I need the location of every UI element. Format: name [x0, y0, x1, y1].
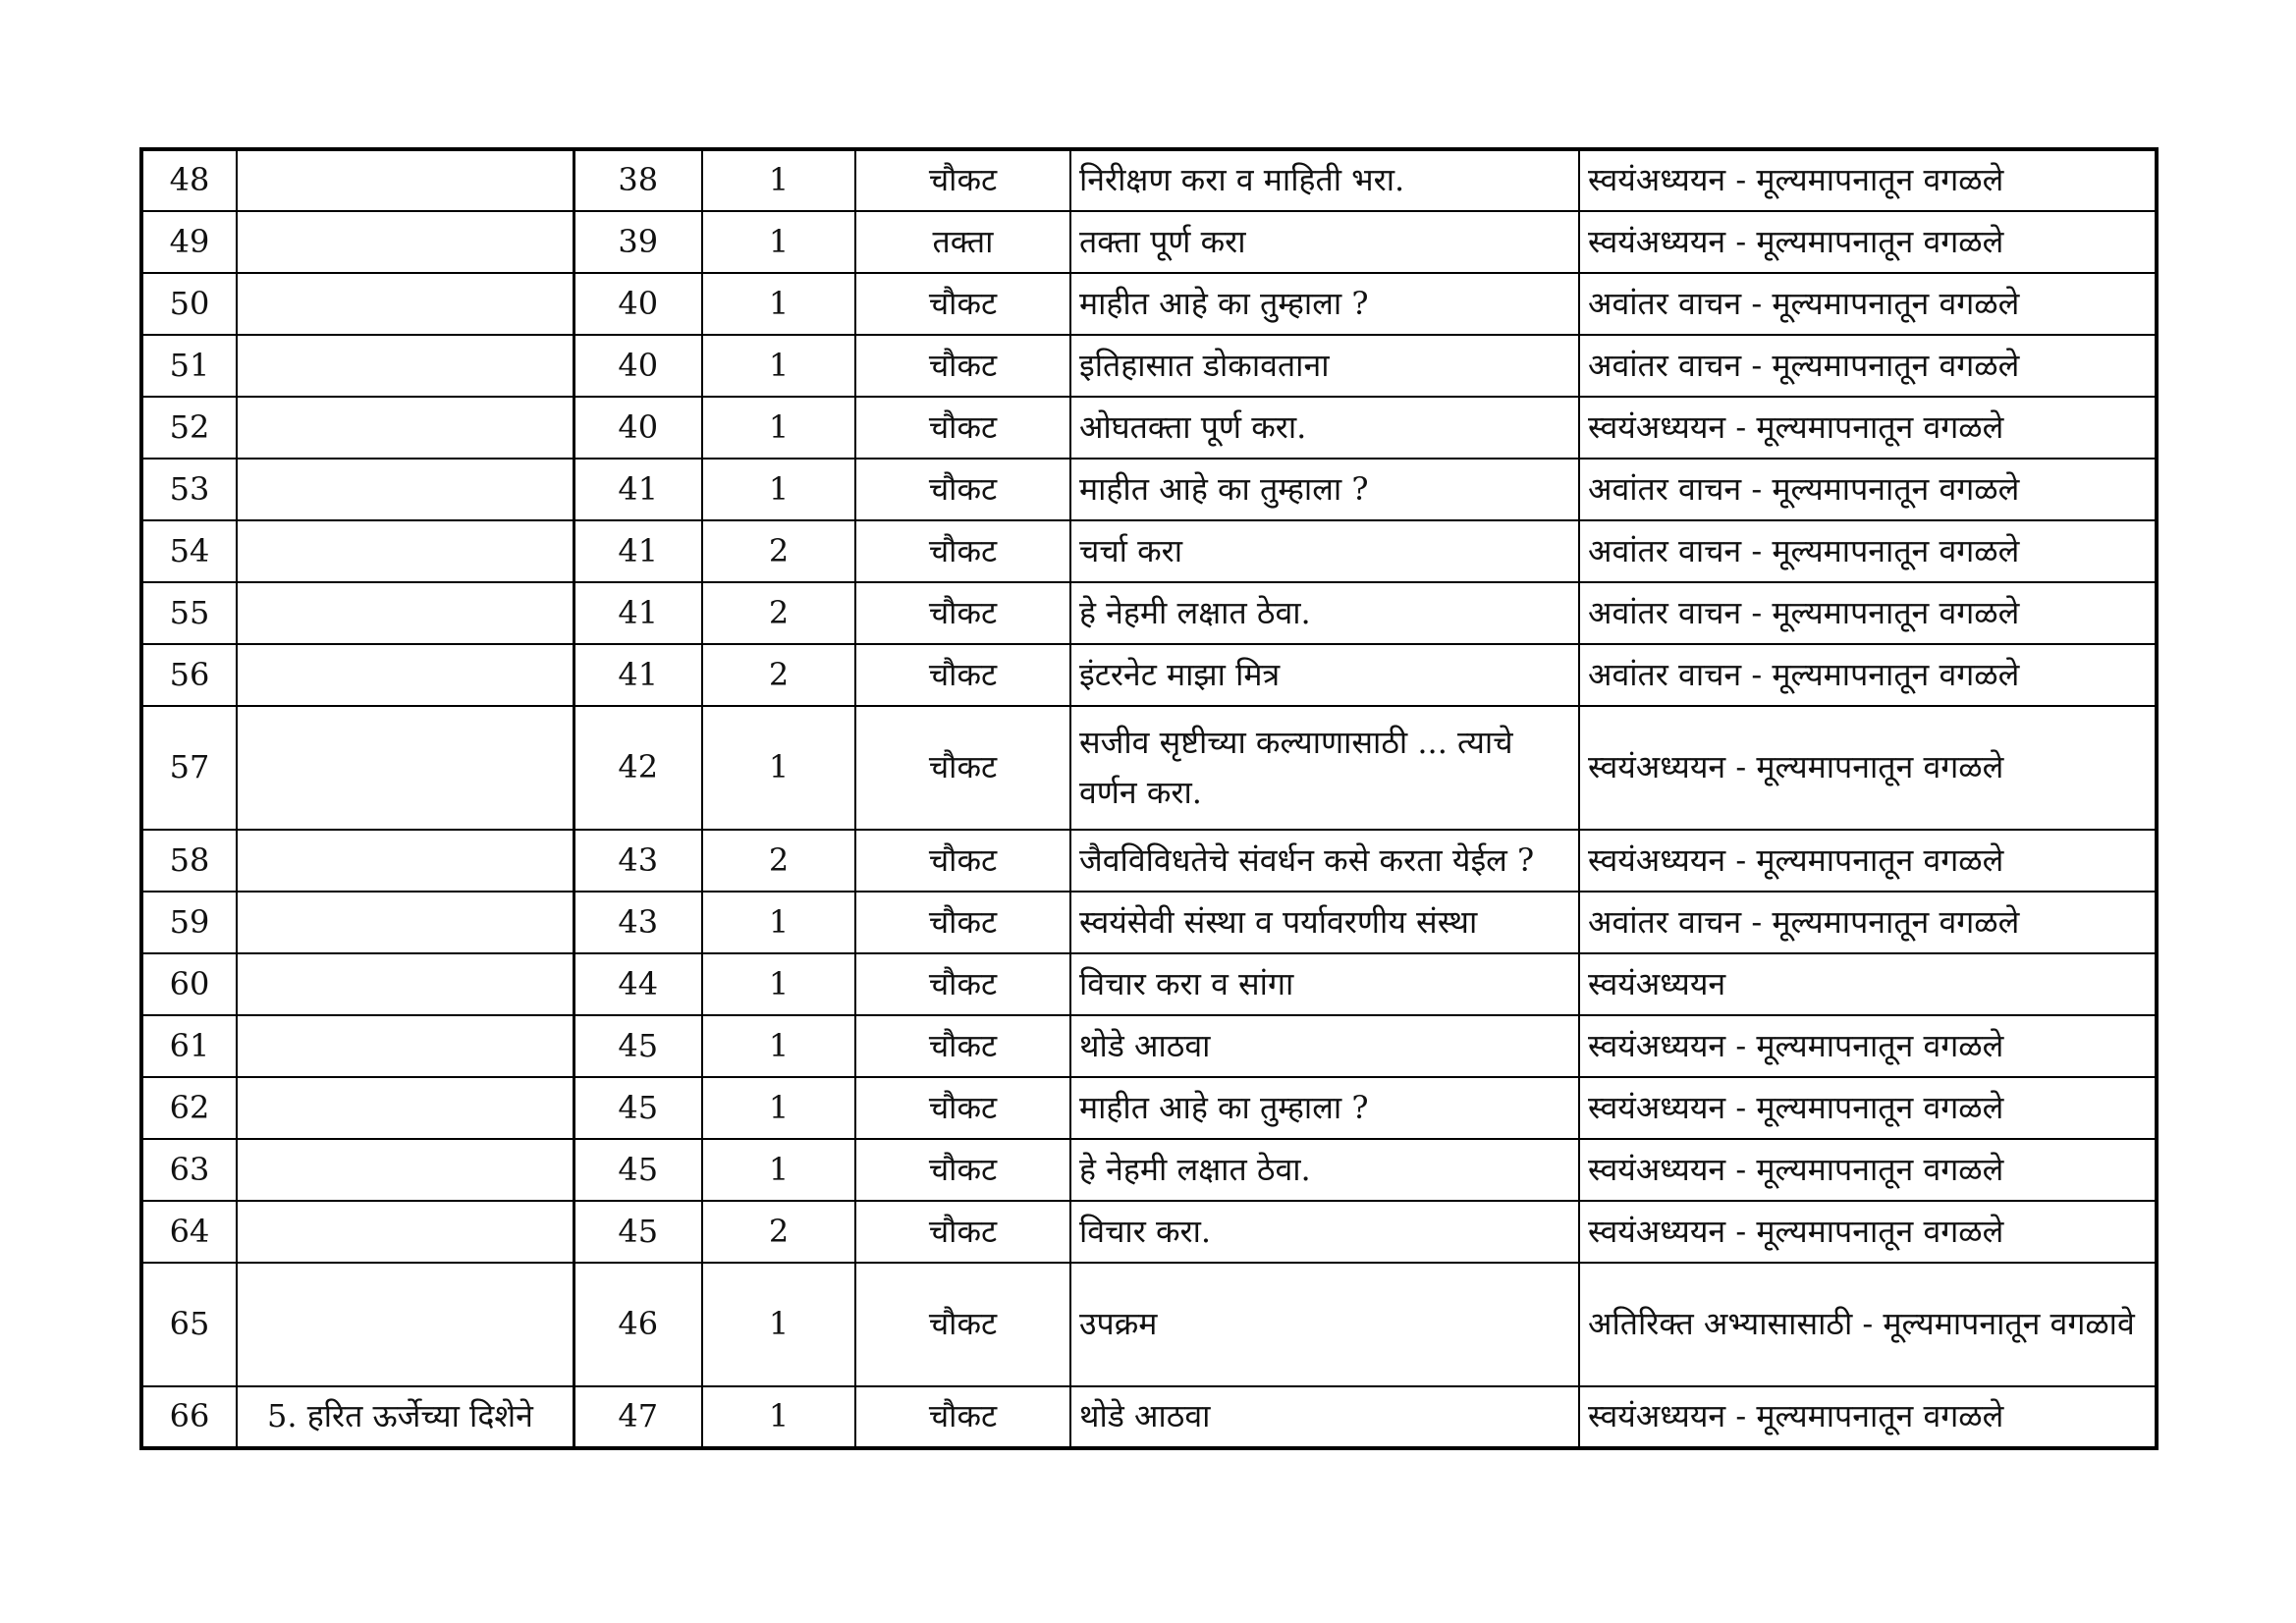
cell-count: 2 [702, 1201, 855, 1263]
cell-count: 1 [702, 1077, 855, 1139]
cell-page-no: 42 [574, 706, 702, 830]
cell-count: 1 [702, 1015, 855, 1077]
cell-content-title: चर्चा करा [1070, 520, 1579, 582]
cell-count: 1 [702, 397, 855, 459]
cell-content-type: चौकट [855, 520, 1070, 582]
document-table [139, 147, 2159, 1450]
cell-page-no: 41 [574, 582, 702, 644]
table-row [141, 830, 2157, 892]
cell-count: 1 [702, 1263, 855, 1386]
cell-content-title: सजीव सृष्टीच्या कल्याणासाठी ... त्याचे वर्णन करा. [1070, 706, 1579, 830]
cell-count: 1 [702, 892, 855, 953]
cell-serial-no: 62 [141, 1077, 237, 1139]
cell-count: 1 [702, 1139, 855, 1201]
table-row [141, 953, 2157, 1015]
table-row [141, 149, 2157, 211]
table-row [141, 892, 2157, 953]
table-row [141, 273, 2157, 335]
cell-count: 1 [702, 706, 855, 830]
cell-content-type: चौकट [855, 1077, 1070, 1139]
cell-content-title: इंटरनेट माझा मित्र [1070, 644, 1579, 706]
cell-remark: अवांतर वाचन - मूल्यमापनातून वगळले [1579, 520, 2157, 582]
cell-count: 1 [702, 335, 855, 397]
cell-lesson-name [237, 1077, 574, 1139]
cell-content-type: चौकट [855, 706, 1070, 830]
cell-content-type: चौकट [855, 953, 1070, 1015]
cell-lesson-name [237, 892, 574, 953]
cell-remark: अवांतर वाचन - मूल्यमापनातून वगळले [1579, 644, 2157, 706]
cell-count: 1 [702, 953, 855, 1015]
cell-content-title: ओघतक्ता पूर्ण करा. [1070, 397, 1579, 459]
cell-serial-no: 64 [141, 1201, 237, 1263]
cell-remark: स्वयंअध्ययन - मूल्यमापनातून वगळले [1579, 397, 2157, 459]
table-row [141, 644, 2157, 706]
table-row [141, 211, 2157, 273]
cell-page-no: 41 [574, 520, 702, 582]
cell-serial-no: 66 [141, 1386, 237, 1448]
cell-content-type: चौकट [855, 830, 1070, 892]
cell-lesson-name [237, 1015, 574, 1077]
cell-content-title: जैवविविधतेचे संवर्धन कसे करता येईल ? [1070, 830, 1579, 892]
cell-lesson-name [237, 520, 574, 582]
cell-count: 2 [702, 830, 855, 892]
cell-lesson-name [237, 644, 574, 706]
cell-content-title: स्वयंसेवी संस्था व पर्यावरणीय संस्था [1070, 892, 1579, 953]
cell-serial-no: 54 [141, 520, 237, 582]
table-row [141, 706, 2157, 830]
cell-lesson-name [237, 953, 574, 1015]
cell-content-type: चौकट [855, 582, 1070, 644]
cell-page-no: 40 [574, 335, 702, 397]
cell-serial-no: 56 [141, 644, 237, 706]
cell-lesson-name [237, 1139, 574, 1201]
cell-serial-no: 53 [141, 459, 237, 520]
cell-lesson-name [237, 335, 574, 397]
cell-content-title: थोडे आठवा [1070, 1015, 1579, 1077]
cell-content-type: चौकट [855, 273, 1070, 335]
table-row [141, 1263, 2157, 1386]
cell-page-no: 47 [574, 1386, 702, 1448]
cell-page-no: 39 [574, 211, 702, 273]
cell-content-title: उपक्रम [1070, 1263, 1579, 1386]
cell-content-type: चौकट [855, 644, 1070, 706]
cell-remark: स्वयंअध्ययन - मूल्यमापनातून वगळले [1579, 1015, 2157, 1077]
cell-remark: अवांतर वाचन - मूल्यमापनातून वगळले [1579, 892, 2157, 953]
cell-page-no: 38 [574, 149, 702, 211]
cell-count: 1 [702, 211, 855, 273]
cell-content-type: चौकट [855, 1386, 1070, 1448]
table-row [141, 1139, 2157, 1201]
cell-remark: अवांतर वाचन - मूल्यमापनातून वगळले [1579, 273, 2157, 335]
cell-remark: स्वयंअध्ययन - मूल्यमापनातून वगळले [1579, 830, 2157, 892]
cell-remark: स्वयंअध्ययन - मूल्यमापनातून वगळले [1579, 706, 2157, 830]
cell-content-type: चौकट [855, 149, 1070, 211]
cell-content-title: तक्ता पूर्ण करा [1070, 211, 1579, 273]
cell-content-title: माहीत आहे का तुम्हाला ? [1070, 273, 1579, 335]
cell-content-type: चौकट [855, 1263, 1070, 1386]
cell-lesson-name: 5. हरित ऊर्जेच्या दिशेने [237, 1386, 574, 1448]
cell-content-title: हे नेहमी लक्षात ठेवा. [1070, 582, 1579, 644]
cell-serial-no: 57 [141, 706, 237, 830]
cell-lesson-name [237, 830, 574, 892]
cell-lesson-name [237, 706, 574, 830]
cell-content-type: चौकट [855, 1139, 1070, 1201]
cell-page-no: 45 [574, 1077, 702, 1139]
cell-serial-no: 61 [141, 1015, 237, 1077]
cell-content-type: चौकट [855, 397, 1070, 459]
cell-count: 1 [702, 149, 855, 211]
cell-lesson-name [237, 273, 574, 335]
table-row [141, 397, 2157, 459]
table-row [141, 1201, 2157, 1263]
cell-content-type: चौकट [855, 1201, 1070, 1263]
cell-serial-no: 50 [141, 273, 237, 335]
cell-lesson-name [237, 149, 574, 211]
cell-page-no: 40 [574, 273, 702, 335]
table-row [141, 459, 2157, 520]
cell-page-no: 40 [574, 397, 702, 459]
cell-serial-no: 59 [141, 892, 237, 953]
cell-serial-no: 58 [141, 830, 237, 892]
cell-content-type: चौकट [855, 335, 1070, 397]
cell-content-title: इतिहासात डोकावताना [1070, 335, 1579, 397]
cell-content-type: चौकट [855, 1015, 1070, 1077]
cell-lesson-name [237, 1263, 574, 1386]
cell-serial-no: 55 [141, 582, 237, 644]
cell-page-no: 45 [574, 1015, 702, 1077]
cell-page-no: 41 [574, 644, 702, 706]
table-row [141, 335, 2157, 397]
cell-serial-no: 52 [141, 397, 237, 459]
cell-content-type: चौकट [855, 459, 1070, 520]
cell-remark: स्वयंअध्ययन [1579, 953, 2157, 1015]
cell-remark: स्वयंअध्ययन - मूल्यमापनातून वगळले [1579, 1386, 2157, 1448]
cell-remark: स्वयंअध्ययन - मूल्यमापनातून वगळले [1579, 211, 2157, 273]
table-row [141, 1077, 2157, 1139]
cell-remark: अवांतर वाचन - मूल्यमापनातून वगळले [1579, 459, 2157, 520]
cell-count: 1 [702, 273, 855, 335]
table-row [141, 1386, 2157, 1448]
cell-count: 1 [702, 459, 855, 520]
cell-serial-no: 60 [141, 953, 237, 1015]
cell-page-no: 45 [574, 1201, 702, 1263]
cell-serial-no: 48 [141, 149, 237, 211]
cell-content-type: चौकट [855, 892, 1070, 953]
cell-lesson-name [237, 1201, 574, 1263]
cell-count: 1 [702, 1386, 855, 1448]
cell-content-type: तक्ता [855, 211, 1070, 273]
cell-remark: अतिरिक्त अभ्यासासाठी - मूल्यमापनातून वगळावे [1579, 1263, 2157, 1386]
cell-content-title: माहीत आहे का तुम्हाला ? [1070, 459, 1579, 520]
cell-lesson-name [237, 582, 574, 644]
cell-remark: अवांतर वाचन - मूल्यमापनातून वगळले [1579, 582, 2157, 644]
table-row [141, 520, 2157, 582]
cell-count: 2 [702, 520, 855, 582]
cell-remark: अवांतर वाचन - मूल्यमापनातून वगळले [1579, 335, 2157, 397]
table-row [141, 1015, 2157, 1077]
cell-page-no: 46 [574, 1263, 702, 1386]
cell-remark: स्वयंअध्ययन - मूल्यमापनातून वगळले [1579, 1077, 2157, 1139]
cell-lesson-name [237, 211, 574, 273]
cell-content-title: निरीक्षण करा व माहिती भरा. [1070, 149, 1579, 211]
table-row [141, 582, 2157, 644]
cell-lesson-name [237, 459, 574, 520]
document-table-wrapper [139, 147, 2159, 1450]
cell-page-no: 43 [574, 892, 702, 953]
cell-serial-no: 65 [141, 1263, 237, 1386]
cell-lesson-name [237, 397, 574, 459]
cell-serial-no: 63 [141, 1139, 237, 1201]
cell-page-no: 43 [574, 830, 702, 892]
cell-content-title: हे नेहमी लक्षात ठेवा. [1070, 1139, 1579, 1201]
cell-content-title: विचार करा. [1070, 1201, 1579, 1263]
cell-remark: स्वयंअध्ययन - मूल्यमापनातून वगळले [1579, 1139, 2157, 1201]
cell-content-title: माहीत आहे का तुम्हाला ? [1070, 1077, 1579, 1139]
cell-remark: स्वयंअध्ययन - मूल्यमापनातून वगळले [1579, 1201, 2157, 1263]
cell-serial-no: 49 [141, 211, 237, 273]
table-body [141, 149, 2157, 1448]
cell-count: 2 [702, 582, 855, 644]
cell-remark: स्वयंअध्ययन - मूल्यमापनातून वगळले [1579, 149, 2157, 211]
cell-page-no: 44 [574, 953, 702, 1015]
cell-content-title: थोडे आठवा [1070, 1386, 1579, 1448]
cell-page-no: 45 [574, 1139, 702, 1201]
cell-count: 2 [702, 644, 855, 706]
cell-content-title: विचार करा व सांगा [1070, 953, 1579, 1015]
cell-page-no: 41 [574, 459, 702, 520]
cell-serial-no: 51 [141, 335, 237, 397]
